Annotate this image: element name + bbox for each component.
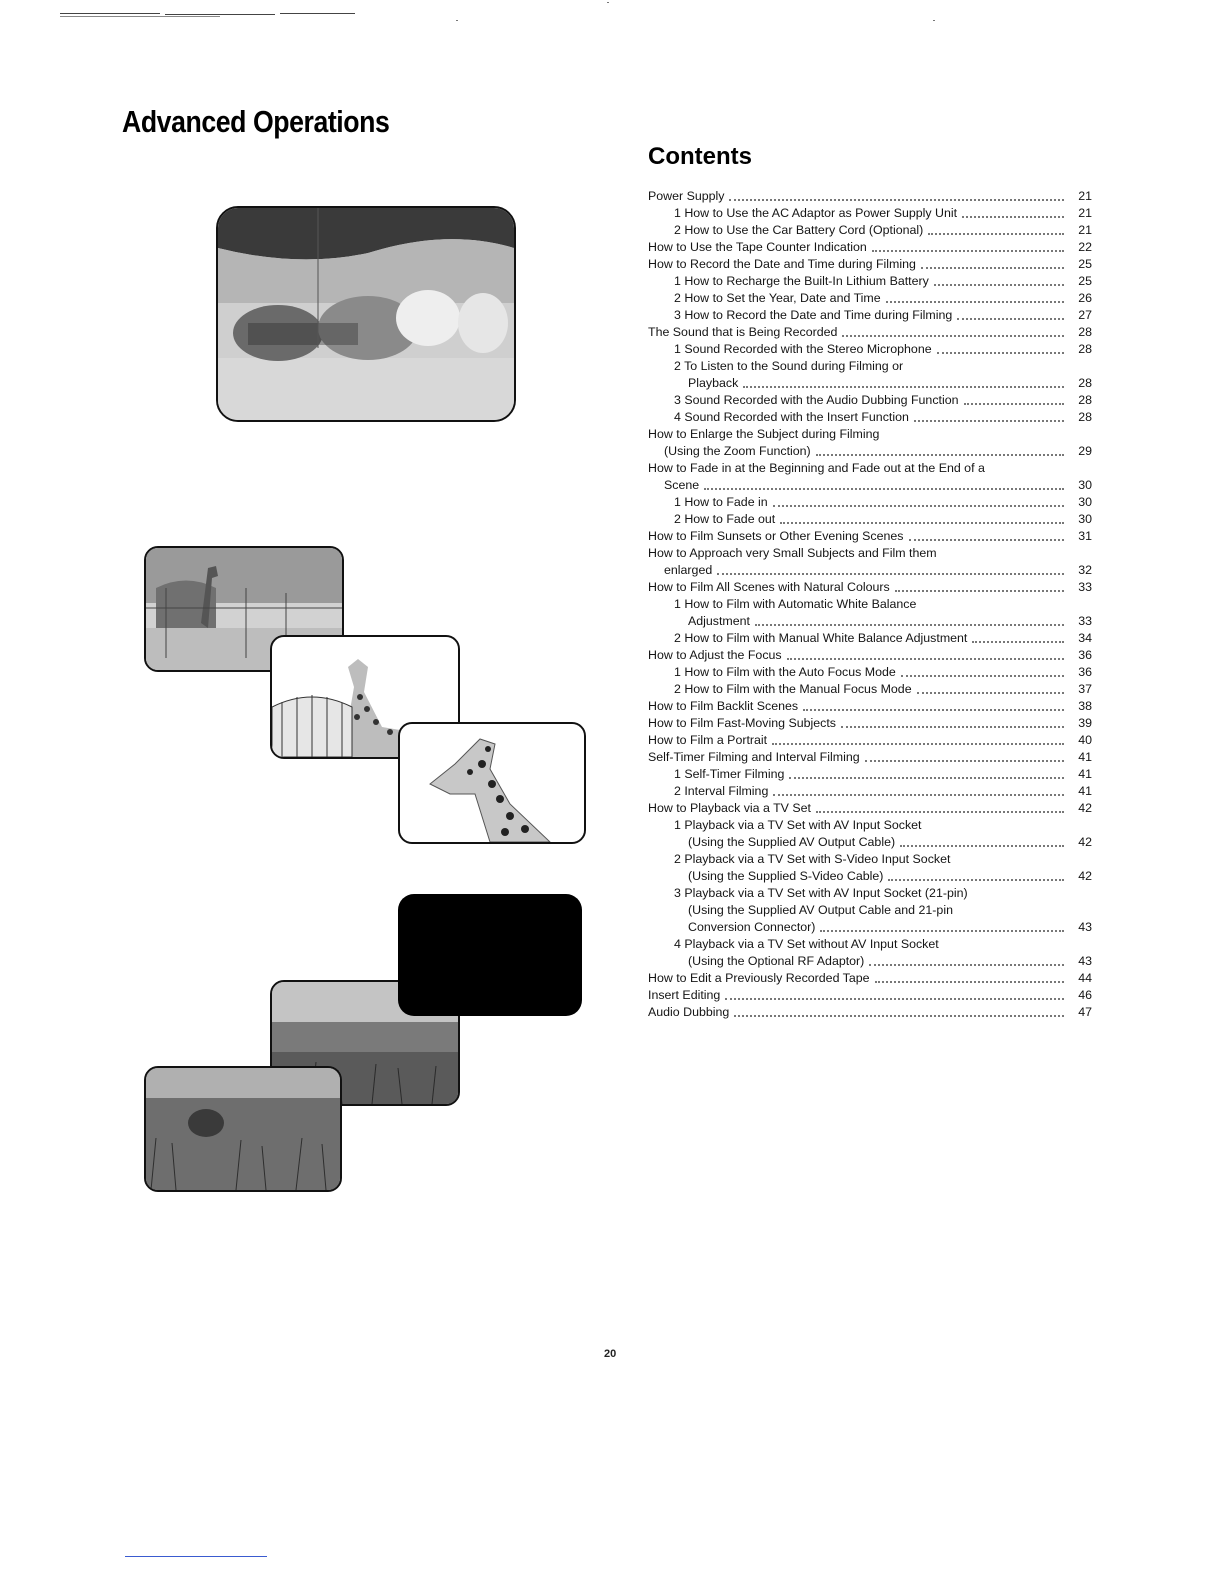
toc-entry-page: 28 — [1078, 342, 1092, 356]
toc-leader-dots — [972, 640, 1064, 643]
toc-leader-dots — [734, 1014, 1064, 1017]
toc-entry — [648, 833, 1092, 850]
toc-leader-dots — [955, 863, 1064, 864]
toc-entry-page: 28 — [1078, 393, 1092, 407]
toc-entry-label: How to Film Fast-Moving Subjects — [648, 716, 836, 730]
toc-leader-dots — [895, 589, 1064, 592]
toc-leader-dots — [990, 472, 1064, 473]
toc-entry — [648, 306, 1092, 323]
toc-entry — [648, 187, 1092, 204]
toc-entry-label: 1 Sound Recorded with the Stereo Microphone — [674, 342, 932, 356]
toc-leader-dots — [755, 623, 1064, 626]
toc-leader-dots — [729, 198, 1064, 201]
grass-animal-photo — [144, 1066, 342, 1192]
toc-leader-dots — [816, 810, 1064, 813]
toc-entry-label: Adjustment — [688, 614, 750, 628]
toc-entry-label: 4 Playback via a TV Set without AV Input Socket — [674, 937, 939, 951]
toc-entry-label: enlarged — [664, 563, 713, 577]
toc-entry-page: 30 — [1078, 512, 1092, 526]
toc-entry — [648, 323, 1092, 340]
toc-entry-label: 2 How to Use the Car Battery Cord (Optional) — [674, 223, 924, 237]
toc-leader-dots — [888, 878, 1064, 881]
toc-entry-label: 2 How to Fade out — [674, 512, 776, 526]
toc-entry — [648, 493, 1092, 510]
toc-entry-label: 1 How to Use the AC Adaptor as Power Supply Unit — [674, 206, 958, 220]
toc-entry-page: 30 — [1078, 495, 1092, 509]
toc-entry — [648, 357, 1092, 374]
toc-entry — [648, 935, 1092, 952]
toc-leader-dots — [773, 504, 1064, 507]
toc-entry-label: 2 How to Film with Manual White Balance Adjustment — [674, 631, 968, 645]
toc-leader-dots — [927, 829, 1065, 830]
toc-leader-dots — [865, 759, 1064, 762]
toc-entry — [648, 884, 1092, 901]
toc-entry-page: 42 — [1078, 801, 1092, 815]
toc-leader-dots — [900, 844, 1064, 847]
toc-leader-dots — [789, 776, 1064, 779]
toc-leader-dots — [803, 708, 1064, 711]
toc-leader-dots — [964, 402, 1065, 405]
toc-leader-dots — [704, 487, 1064, 490]
toc-entry — [648, 272, 1092, 289]
toc-entry — [648, 1003, 1092, 1020]
toc-entry-page: 25 — [1078, 257, 1092, 271]
toc-entry-label: How to Use the Tape Counter Indication — [648, 240, 867, 254]
toc-entry-label: Audio Dubbing — [648, 1005, 730, 1019]
toc-entry-page: 21 — [1078, 223, 1092, 237]
toc-entry-page: 41 — [1078, 750, 1092, 764]
toc-entry-page: 28 — [1078, 376, 1092, 390]
bottom-rule — [125, 1556, 267, 1557]
toc-entry-page: 31 — [1078, 529, 1092, 543]
toc-entry — [648, 986, 1092, 1003]
contents-heading: Contents — [648, 143, 752, 170]
toc-leader-dots — [780, 521, 1064, 524]
toc-leader-dots — [820, 929, 1064, 932]
toc-entry — [648, 595, 1092, 612]
toc-leader-dots — [787, 657, 1064, 660]
toc-leader-dots — [908, 370, 1064, 371]
toc-entry — [648, 340, 1092, 357]
toc-entry-label: (Using the Supplied S-Video Cable) — [688, 869, 884, 883]
toc-entry-label: 3 Sound Recorded with the Audio Dubbing Function — [674, 393, 959, 407]
toc-entry — [648, 442, 1092, 459]
toc-entry — [648, 391, 1092, 408]
toc-leader-dots — [884, 438, 1064, 439]
toc-entry — [648, 748, 1092, 765]
toc-leader-dots — [921, 608, 1064, 609]
toc-entry-page: 41 — [1078, 784, 1092, 798]
toc-entry-page: 33 — [1078, 580, 1092, 594]
scan-speck — [456, 20, 458, 21]
toc-entry — [648, 663, 1092, 680]
toc-entry — [648, 238, 1092, 255]
toc-entry — [648, 697, 1092, 714]
toc-entry — [648, 578, 1092, 595]
toc-entry — [648, 255, 1092, 272]
toc-entry — [648, 918, 1092, 935]
toc-entry-page: 33 — [1078, 614, 1092, 628]
toc-leader-dots — [937, 351, 1064, 354]
toc-entry-label: 2 To Listen to the Sound during Filming or — [674, 359, 904, 373]
toc-leader-dots — [717, 572, 1064, 575]
toc-entry-label: (Using the Zoom Function) — [664, 444, 811, 458]
toc-entry-label: (Using the Supplied AV Output Cable) — [688, 835, 896, 849]
page-number: 20 — [604, 1348, 617, 1360]
toc-leader-dots — [909, 538, 1065, 541]
toc-entry — [648, 969, 1092, 986]
toc-leader-dots — [869, 963, 1064, 966]
toc-entry — [648, 221, 1092, 238]
toc-entry — [648, 952, 1092, 969]
toc-entry-label: 1 How to Film with Automatic White Balance — [674, 597, 917, 611]
toc-entry-label: How to Playback via a TV Set — [648, 801, 811, 815]
page-title: Advanced Operations — [122, 104, 390, 139]
toc-leader-dots — [914, 419, 1064, 422]
toc-leader-dots — [743, 385, 1064, 388]
toc-entry-label: How to Record the Date and Time during Filming — [648, 257, 916, 271]
toc-leader-dots — [886, 300, 1064, 303]
toc-leader-dots — [875, 980, 1064, 983]
toc-leader-dots — [958, 914, 1064, 915]
toc-leader-dots — [917, 691, 1064, 694]
toc-entry-label: (Using the Supplied AV Output Cable and 21-pin — [688, 903, 953, 917]
toc-entry-page: 28 — [1078, 410, 1092, 424]
toc-entry-label: 4 Sound Recorded with the Insert Function — [674, 410, 909, 424]
toc-entry — [648, 799, 1092, 816]
toc-entry — [648, 867, 1092, 884]
toc-entry-page: 36 — [1078, 665, 1092, 679]
toc-entry-label: (Using the Optional RF Adaptor) — [688, 954, 865, 968]
toc-entry-page: 29 — [1078, 444, 1092, 458]
toc-entry — [648, 646, 1092, 663]
toc-entry-page: 25 — [1078, 274, 1092, 288]
rhinoceros-photo — [216, 206, 516, 422]
toc-entry-label: Insert Editing — [648, 988, 721, 1002]
toc-entry-label: 1 How to Recharge the Built-In Lithium Battery — [674, 274, 929, 288]
toc-entry-page: 47 — [1078, 1005, 1092, 1019]
toc-entry-label: Conversion Connector) — [688, 920, 816, 934]
toc-entry-page: 28 — [1078, 325, 1092, 339]
toc-entry — [648, 204, 1092, 221]
toc-entry — [648, 816, 1092, 833]
toc-entry-label: 1 Self-Timer Filming — [674, 767, 785, 781]
blank-black-panel — [398, 894, 582, 1016]
toc-entry-page: 43 — [1078, 920, 1092, 934]
toc-leader-dots — [942, 557, 1064, 558]
toc-leader-dots — [816, 453, 1064, 456]
toc-entry-label: Playback — [688, 376, 739, 390]
toc-entry — [648, 782, 1092, 799]
toc-entry-page: 43 — [1078, 954, 1092, 968]
toc-entry-label: Power Supply — [648, 189, 725, 203]
toc-entry — [648, 850, 1092, 867]
toc-entry-label: The Sound that is Being Recorded — [648, 325, 838, 339]
toc-leader-dots — [921, 266, 1064, 269]
toc-leader-dots — [772, 742, 1064, 745]
toc-entry-page: 26 — [1078, 291, 1092, 305]
toc-entry-label: 1 How to Fade in — [674, 495, 768, 509]
toc-leader-dots — [973, 897, 1064, 898]
toc-entry — [648, 510, 1092, 527]
toc-entry-page: 30 — [1078, 478, 1092, 492]
toc-entry-label: 2 How to Set the Year, Date and Time — [674, 291, 881, 305]
toc-entry — [648, 629, 1092, 646]
toc-entry — [648, 476, 1092, 493]
toc-leader-dots — [957, 317, 1064, 320]
toc-entry — [648, 612, 1092, 629]
toc-leader-dots — [872, 249, 1064, 252]
toc-entry-page: 36 — [1078, 648, 1092, 662]
toc-entry-label: How to Film Backlit Scenes — [648, 699, 799, 713]
toc-entry-page: 42 — [1078, 835, 1092, 849]
toc-entry-label: 1 How to Film with the Auto Focus Mode — [674, 665, 896, 679]
toc-entry-page: 21 — [1078, 189, 1092, 203]
toc-entry — [648, 408, 1092, 425]
toc-entry-label: How to Fade in at the Beginning and Fade out at the End of a — [648, 461, 985, 475]
toc-leader-dots — [725, 997, 1064, 1000]
toc-entry-page: 32 — [1078, 563, 1092, 577]
toc-leader-dots — [901, 674, 1064, 677]
toc-entry-page: 21 — [1078, 206, 1092, 220]
toc-entry-page: 42 — [1078, 869, 1092, 883]
toc-leader-dots — [842, 334, 1064, 337]
toc-entry — [648, 680, 1092, 697]
toc-entry-page: 41 — [1078, 767, 1092, 781]
toc-entry-label: Self-Timer Filming and Interval Filming — [648, 750, 860, 764]
toc-leader-dots — [928, 232, 1064, 235]
scan-artifact — [60, 13, 355, 17]
toc-entry-page: 46 — [1078, 988, 1092, 1002]
toc-entry-label: 2 Playback via a TV Set with S-Video Input Socket — [674, 852, 951, 866]
toc-entry-page: 40 — [1078, 733, 1092, 747]
toc-entry — [648, 374, 1092, 391]
toc-entry-label: 3 Playback via a TV Set with AV Input Socket (21-pin) — [674, 886, 968, 900]
toc-leader-dots — [841, 725, 1064, 728]
toc-entry — [648, 544, 1092, 561]
toc-entry-label: How to Adjust the Focus — [648, 648, 782, 662]
toc-entry-page: 44 — [1078, 971, 1092, 985]
toc-entry-label: Scene — [664, 478, 700, 492]
toc-entry-page: 38 — [1078, 699, 1092, 713]
toc-leader-dots — [934, 283, 1064, 286]
toc-entry-label: 1 Playback via a TV Set with AV Input Socket — [674, 818, 922, 832]
toc-entry-label: 3 How to Record the Date and Time during Filming — [674, 308, 953, 322]
toc-entry — [648, 765, 1092, 782]
toc-entry-label: How to Enlarge the Subject during Filming — [648, 427, 880, 441]
giraffe-closeup-photo — [398, 722, 586, 844]
toc-entry — [648, 289, 1092, 306]
toc-entry-label: How to Edit a Previously Recorded Tape — [648, 971, 870, 985]
toc-entry — [648, 425, 1092, 442]
toc-entry-page: 39 — [1078, 716, 1092, 730]
toc-entry — [648, 459, 1092, 476]
toc-entry — [648, 901, 1092, 918]
toc-entry-label: 2 Interval Filming — [674, 784, 769, 798]
toc-entry — [648, 561, 1092, 578]
toc-entry — [648, 527, 1092, 544]
toc-leader-dots — [962, 215, 1064, 218]
toc-entry-page: 27 — [1078, 308, 1092, 322]
toc-entry-page: 34 — [1078, 631, 1092, 645]
table-of-contents — [648, 187, 1092, 1020]
toc-entry-label: How to Film Sunsets or Other Evening Scenes — [648, 529, 904, 543]
toc-leader-dots — [944, 948, 1064, 949]
scan-speck — [607, 2, 609, 3]
toc-entry-label: How to Approach very Small Subjects and Film them — [648, 546, 937, 560]
toc-leader-dots — [773, 793, 1064, 796]
toc-entry-label: 2 How to Film with the Manual Focus Mode — [674, 682, 912, 696]
toc-entry-label: How to Film All Scenes with Natural Colours — [648, 580, 890, 594]
toc-entry — [648, 714, 1092, 731]
toc-entry-page: 22 — [1078, 240, 1092, 254]
toc-entry-label: How to Film a Portrait — [648, 733, 768, 747]
toc-entry-page: 37 — [1078, 682, 1092, 696]
scan-speck — [933, 20, 935, 21]
toc-entry — [648, 731, 1092, 748]
